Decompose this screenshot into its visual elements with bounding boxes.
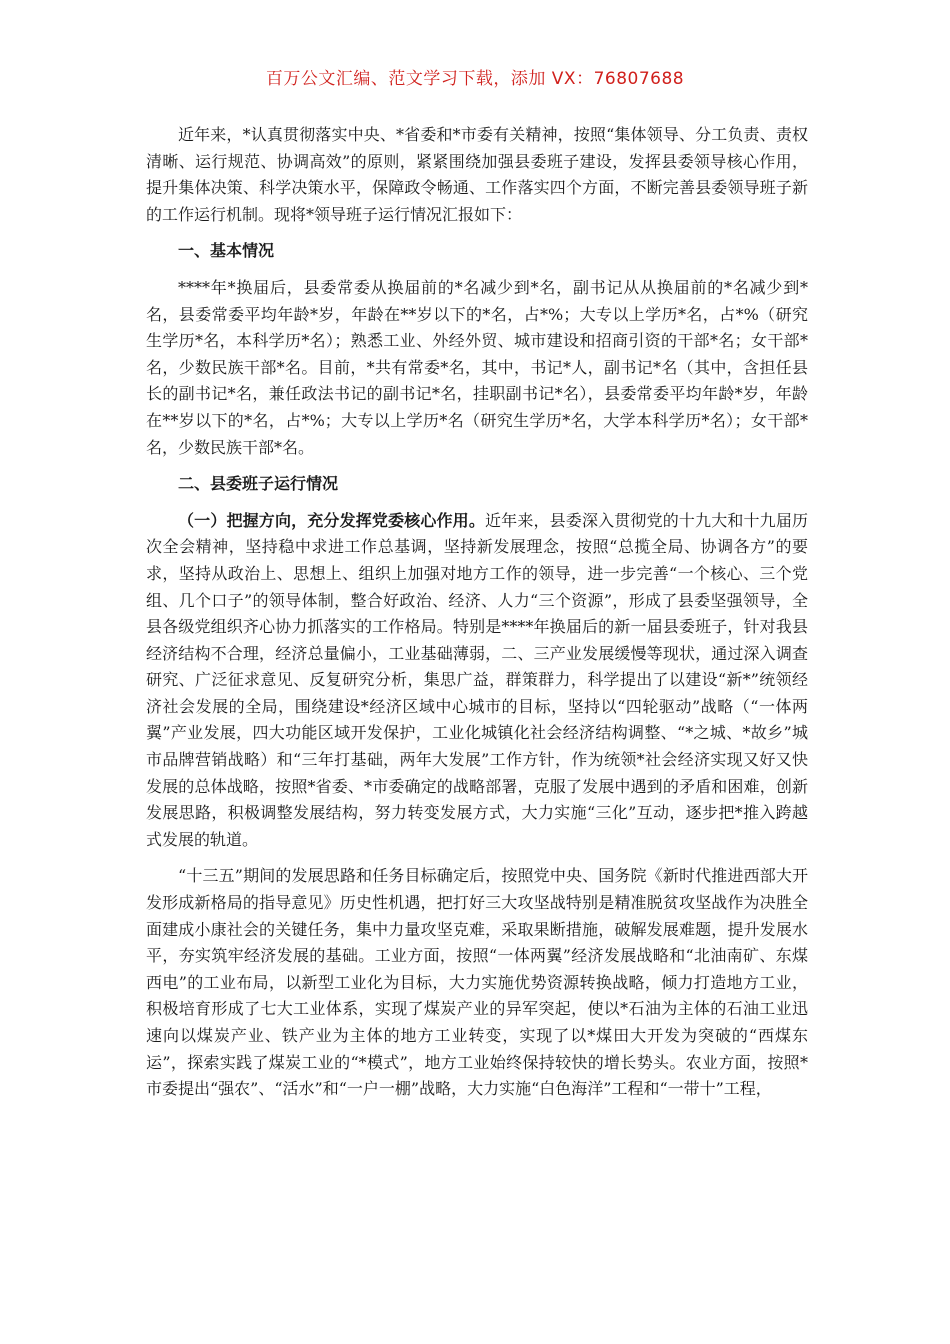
basic-situation-paragraph: ****年*换届后，县委常委从换届前的*名减少到*名，副书记从从换届前的*名减少到*名，县委常委平均年龄*岁，年龄在**岁以下的*名，占*%；大专以上学历*名，占*%（研究生学历*名，本科学历*名）；熟悉工业、外经外贸、城市建设和招商引资的干部*名；女干部*名，少数民族干部*名。目前，*共有常委*名，其中，书记*人，副书记*名（其中，含担任县长的副书记*名，兼任政法书记的副书记*名，挂职副书记*名），县委常委平均年龄*岁，年龄在**岁以下的*名，占*%；大专以上学历*名（研究生学历*名，大学本科学历*名）；女干部*名，少数民族干部*名。: [146, 277, 808, 457]
download-banner: 百万公文汇编、范文学习下载，添加 VX：76807688: [265, 69, 685, 89]
document-body: [146, 122, 808, 1103]
thirteenth-plan-paragraph: “十三五”期间的发展思路和任务目标确定后，按照党中央、国务院《新时代推进西部大开发形成新格局的指导意见》历史性机遇，把打好三大攻坚战特别是精准脱贫攻坚战作为决胜全面建成小康社会的关键任务，集中力量攻坚克难，采取果断措施，破解发展难题，提升发展水平，夯实筑牢经济发展的基础。工业方面，按照“一体两翼”经济发展战略和“北油南矿、东煤西电”的工业布局，以新型工业化为目标，大力实施优势资源转换战略，倾力打造地方工业，积极培育形成了七大工业体系，实现了煤炭产业的异军突起，使以*石油为主体的石油工业迅速向以煤炭产业、铁产业为主体的地方工业转变，实现了以*煤田大开发为突破的“西煤东运”，探索实践了煤炭工业的“*模式”，地方工业始终保持较快的增长势头。农业方面，按照*市委提出“强农”、“活水”和“一户一棚”战略，大力实施“白色海洋”工程和“一带十”工程，: [146, 866, 808, 1099]
intro-paragraph: 近年来，*认真贯彻落实中央、*省委和*市委有关精神，按照“集体领导、分工负责、责权清晰、运行规范、协调高效”的原则，紧紧围绕加强县委班子建设，发挥县委领导核心作用，提升集体决策、科学决策水平，保障政令畅通、工作落实四个方面，不断完善县委领导班子新的工作运行机制。现将*领导班子运行情况汇报如下：: [146, 125, 808, 224]
section-heading-operation: 二、县委班子运行情况: [178, 474, 339, 494]
subsection-direction-paragraph: [146, 508, 808, 854]
subsection-lead: （一）把握方向，充分发挥党委核心作用。: [178, 510, 485, 530]
section-heading-basic: 一、基本情况: [178, 241, 275, 261]
subsection-body: 近年来，县委深入贯彻党的十九大和十九届历次全会精神，坚持稳中求进工作总基调，坚持新发展理念，按照“总揽全局、协调各方”的要求，坚持从政治上、思想上、组织上加强对地方工作的领导，进一步完善“一个核心、三个党组、几个口子”的领导体制，整合好政治、经济、人力“三个资源”，形成了县委坚强领导，全县各级党组织齐心协力抓落实的工作格局。特别是****年换届后的新一届县委班子，针对我县经济结构不合理，经济总量偏小，工业基础薄弱，二、三产业发展缓慢等现状，通过深入调查研究、广泛征求意见、反复研究分析，集思广益，群策群力，科学提出了以建设“新*”统领经济社会发展的全局，围绕建设*经济区域中心城市的目标，坚持以“四轮驱动”战略（“一体两翼”产业发展，四大功能区域开发保护，工业化城镇化社会经济结构调整、“*之城、*故乡”城市品牌营销战略）和“三年打基础，两年大发展”工作方针，作为统领*社会经济实现又好又快发展的总体战略，按照*省委、*市委确定的战略部署，克服了发展中遇到的矛盾和困难，创新发展思路，积极调整发展结构，努力转变发展方式，大力实施“三化”互动，逐步把*推入跨越式发展的轨道。: [146, 510, 808, 849]
